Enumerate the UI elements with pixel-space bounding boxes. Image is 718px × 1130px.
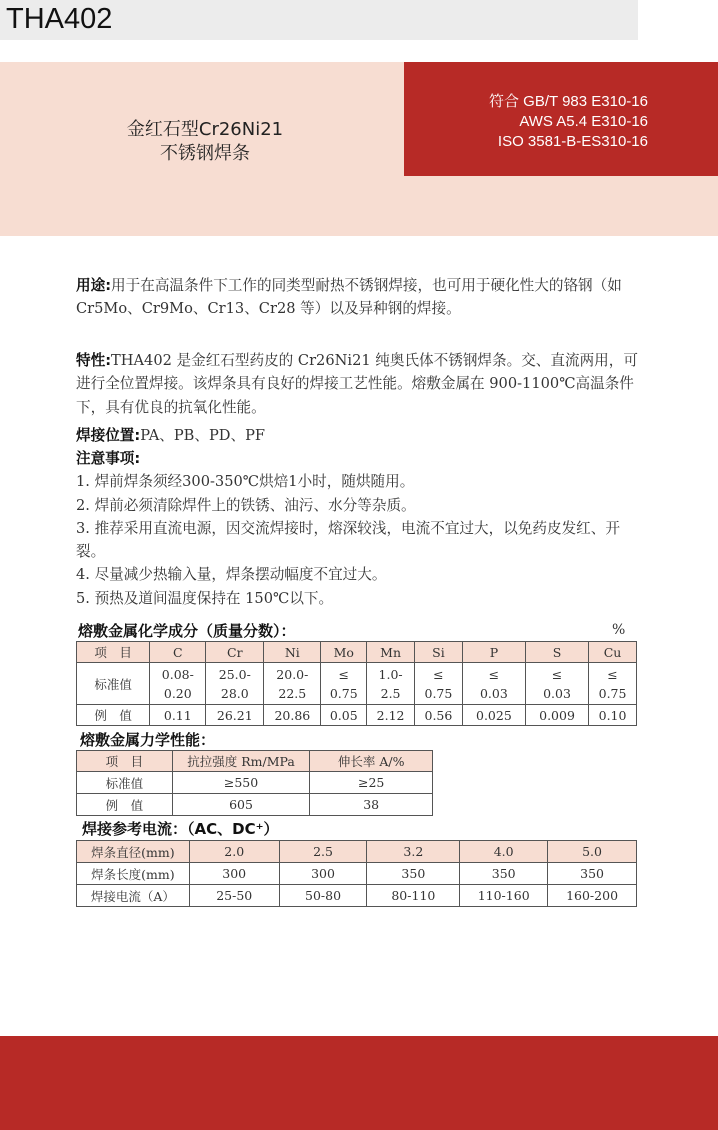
row-label: 焊接电流（A）: [77, 885, 190, 907]
table-header-cell: 5.0: [548, 841, 637, 863]
features-paragraph: [76, 349, 646, 419]
current-title: 焊接参考电流：（AC、DC⁺）: [82, 820, 279, 838]
notes-section: [76, 447, 646, 610]
table-cell: 350: [460, 863, 548, 885]
table-cell: 0.08- 0.20: [150, 663, 206, 705]
table-cell: 0.009: [525, 705, 588, 726]
table-header-cell: 3.2: [367, 841, 460, 863]
usage-label: 用途:: [76, 277, 112, 294]
table-header-row: [77, 642, 637, 663]
row-label: 标准值: [77, 663, 150, 705]
table-cell: 350: [548, 863, 637, 885]
table-cell: 20.86: [264, 705, 321, 726]
table-cell: 20.0- 22.5: [264, 663, 321, 705]
model-title: THA402: [6, 3, 113, 35]
row-label: 例 值: [77, 705, 150, 726]
table-cell: 26.21: [206, 705, 264, 726]
table-cell: 80-110: [367, 885, 460, 907]
table-header-cell: 2.5: [279, 841, 367, 863]
top-title-bar: [0, 0, 638, 40]
chemistry-title: 熔敷金属化学成分（质量分数）：: [78, 622, 296, 640]
table-cell: ≤ 0.75: [321, 663, 367, 705]
footer-band: [0, 1036, 718, 1130]
table-header-cell: 2.0: [189, 841, 279, 863]
usage-text: 用于在高温条件下工作的同类型耐热不锈钢焊接，也可用于硬化性大的铬钢（如 Cr5Mo、Cr9Mo、Cr13、Cr28 等）以及异种钢的焊接。: [76, 277, 622, 318]
note-item: 1. 焊前焊条须经300-350℃烘焙1小时，随烘随用。: [76, 473, 415, 491]
table-header-cell: P: [462, 642, 525, 663]
note-item: 5. 预热及道间温度保持在 150℃以下。: [76, 589, 334, 607]
features-text: THA402 是金红石型药皮的 Cr26Ni21 纯奥氏体不锈钢焊条。交、直流两用，可进行全位置焊接。该焊条具有良好的焊接工艺性能。熔敷金属在 900-1100℃高温条件下，具有优良的抗氧化性能。: [76, 352, 638, 416]
table-cell: 0.05: [321, 705, 367, 726]
table-cell: 1.0- 2.5: [367, 663, 415, 705]
table-row: [77, 794, 433, 816]
table-header-row: [77, 841, 637, 863]
mechanical-table: [76, 750, 433, 816]
standard-iso: ISO 3581-B-ES310-16: [497, 133, 648, 150]
table-cell: 350: [367, 863, 460, 885]
table-cell: 605: [172, 794, 310, 816]
chemistry-table: [76, 641, 637, 726]
table-header-cell: S: [525, 642, 588, 663]
table-header-cell: Cr: [206, 642, 264, 663]
table-row: [77, 885, 637, 907]
table-row: [77, 705, 637, 726]
table-cell: 110-160: [460, 885, 548, 907]
table-header-cell: Mo: [321, 642, 367, 663]
product-name-line-1: 金红石型Cr26Ni21: [126, 119, 284, 140]
table-header-cell: Cu: [589, 642, 637, 663]
table-header-cell: 伸长率 A/%: [310, 751, 433, 772]
table-cell: 0.10: [589, 705, 637, 726]
standards-list: [430, 92, 648, 152]
table-cell: ≥550: [172, 772, 310, 794]
table-row: [77, 772, 433, 794]
table-cell: ≤ 0.03: [462, 663, 525, 705]
table-row: [77, 863, 637, 885]
table-cell: ≥25: [310, 772, 433, 794]
table-header-cell: 抗拉强度 Rm/MPa: [172, 751, 310, 772]
table-cell: 25-50: [189, 885, 279, 907]
standard-gb: 符合 GB/T 983 E310-16: [489, 93, 648, 110]
table-cell: ≤ 0.03: [525, 663, 588, 705]
note-item: 2. 焊前必须清除焊件上的铁锈、油污、水分等杂质。: [76, 496, 416, 514]
table-header-cell: 4.0: [460, 841, 548, 863]
features-label: 特性:: [76, 352, 112, 369]
table-cell: 38: [310, 794, 433, 816]
table-cell: 0.11: [150, 705, 206, 726]
table-row: [77, 663, 637, 705]
table-header-cell: 项 目: [77, 642, 150, 663]
table-cell: 2.12: [367, 705, 415, 726]
positions-text: PA、PB、PD、PF: [140, 427, 266, 444]
positions-paragraph: [76, 424, 646, 447]
notes-title: 注意事项:: [76, 450, 141, 467]
table-header-cell: 项 目: [77, 751, 173, 772]
table-header-cell: 焊条直径(mm): [77, 841, 190, 863]
product-name-line-2: 不锈钢焊条: [160, 143, 250, 164]
table-cell: 0.56: [415, 705, 463, 726]
table-header-cell: Mn: [367, 642, 415, 663]
mechanical-title: 熔敷金属力学性能：: [80, 731, 216, 749]
table-cell: 160-200: [548, 885, 637, 907]
note-item: 3. 推荐采用直流电源，因交流焊接时，熔深较浅，电流不宜过大，以免药皮发红、开裂。: [76, 519, 620, 561]
chemistry-unit: %: [612, 622, 626, 638]
standard-aws: AWS A5.4 E310-16: [519, 113, 648, 130]
row-label: 焊条长度(mm): [77, 863, 190, 885]
table-cell: 300: [189, 863, 279, 885]
row-label: 例 值: [77, 794, 173, 816]
product-name: [100, 118, 310, 166]
table-cell: ≤ 0.75: [589, 663, 637, 705]
table-header-cell: C: [150, 642, 206, 663]
table-cell: 25.0- 28.0: [206, 663, 264, 705]
current-table: [76, 840, 637, 907]
table-header-cell: Si: [415, 642, 463, 663]
table-cell: 300: [279, 863, 367, 885]
table-cell: ≤ 0.75: [415, 663, 463, 705]
table-cell: 50-80: [279, 885, 367, 907]
row-label: 标准值: [77, 772, 173, 794]
table-header-row: [77, 751, 433, 772]
usage-paragraph: [76, 274, 646, 321]
note-item: 4. 尽量减少热输入量，焊条摆动幅度不宜过大。: [76, 566, 387, 584]
positions-label: 焊接位置:: [76, 427, 141, 444]
table-cell: 0.025: [462, 705, 525, 726]
table-header-cell: Ni: [264, 642, 321, 663]
